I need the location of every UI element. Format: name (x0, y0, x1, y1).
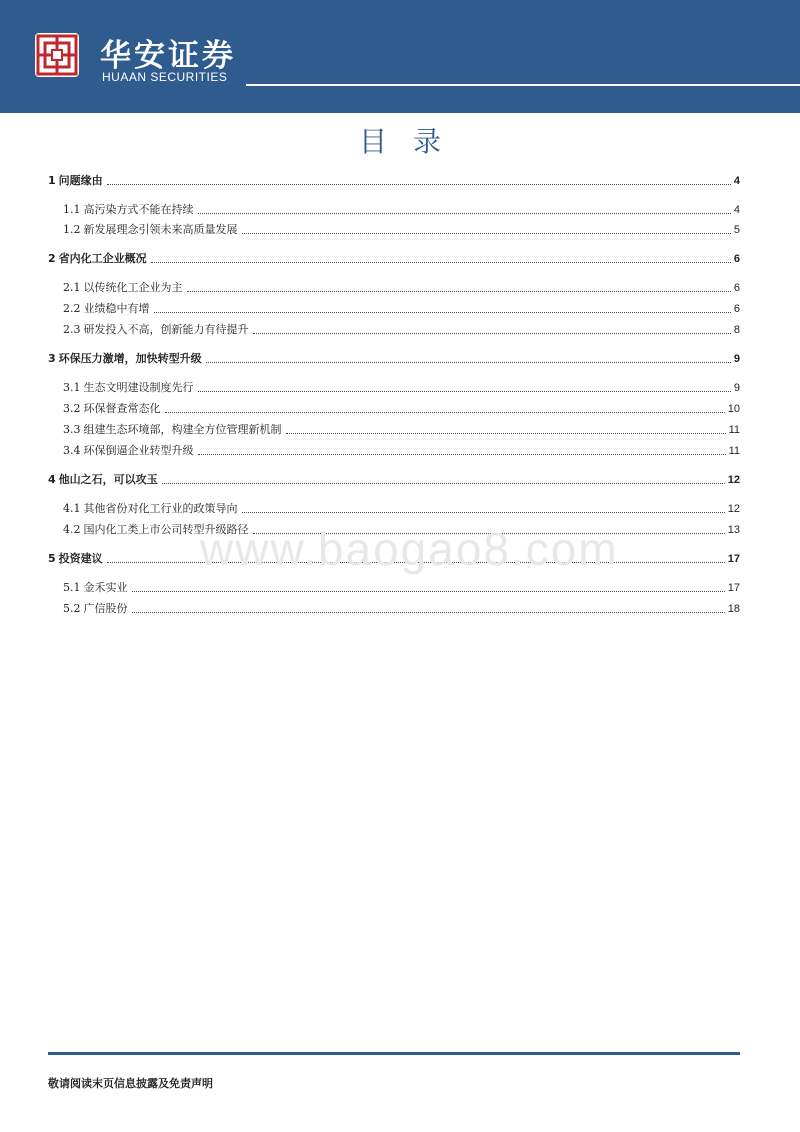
toc-entry-label: 研发投入不高，创新能力有待提升 (83, 323, 249, 336)
toc-subsection-entry[interactable] (63, 298, 740, 316)
toc-subsection-entry[interactable] (63, 398, 740, 416)
toc-entry-label: 其他省份对化工行业的政策导向 (83, 502, 238, 515)
toc-leader-dots (107, 184, 731, 185)
toc-leader-dots (187, 291, 731, 292)
toc-subsection-entry[interactable] (63, 440, 740, 458)
toc-section-entry[interactable] (48, 248, 740, 266)
toc-entry-number: 5.1 (63, 581, 81, 594)
toc-page-number: 18 (727, 603, 740, 615)
toc-subsection-entry[interactable] (63, 219, 740, 237)
toc-leader-dots (132, 591, 725, 592)
toc-entry-label: 省内化工企业概况 (58, 252, 147, 265)
toc-entry-label: 以传统化工企业为主 (83, 281, 183, 294)
brand-name-english: HUAAN SECURITIES (102, 70, 228, 84)
toc-subsection-entry[interactable] (63, 419, 740, 437)
header-band (0, 0, 800, 113)
toc-subsection-entry[interactable] (63, 377, 740, 395)
toc-subsection-entry[interactable] (63, 319, 740, 337)
toc-leader-dots (162, 483, 725, 484)
toc-leader-dots (198, 454, 726, 455)
toc-entry-label: 环保倒逼企业转型升级 (83, 444, 194, 457)
toc-entry-label: 组建生态环境部，构建全方位管理新机制 (83, 423, 282, 436)
toc-subsection-entry[interactable] (63, 277, 740, 295)
toc-entry-label: 业绩稳中有增 (83, 302, 150, 315)
toc-entry-number: 1 (48, 174, 56, 187)
header-divider (246, 84, 800, 86)
toc-leader-dots (286, 433, 726, 434)
toc-page-number: 4 (733, 175, 740, 187)
toc-page-number: 6 (733, 253, 740, 265)
page-title: 目录 (358, 125, 467, 158)
toc-page-number: 11 (728, 424, 740, 436)
toc-entry-label: 投资建议 (58, 552, 103, 565)
toc-entry-label: 生态文明建设制度先行 (83, 381, 194, 394)
toc-leader-dots (242, 512, 725, 513)
toc-entry-label: 他山之石，可以攻玉 (58, 473, 158, 486)
toc-entry-number: 3.1 (63, 381, 81, 394)
footer-disclaimer: 敬请阅读末页信息披露及免责声明 (48, 1077, 213, 1090)
toc-leader-dots (165, 412, 725, 413)
toc-entry-number: 2 (48, 252, 56, 265)
toc-page-number: 8 (733, 324, 740, 336)
toc-leader-dots (206, 362, 731, 363)
toc-subsection-entry[interactable] (63, 577, 740, 595)
toc-entry-number: 3.4 (63, 444, 81, 457)
toc-entry-number: 5 (48, 552, 56, 565)
toc-entry-label: 环保督查常态化 (83, 402, 161, 415)
toc-entry-label: 问题缘由 (58, 174, 103, 187)
toc-page-number: 6 (733, 303, 740, 315)
toc-section-entry[interactable] (48, 348, 740, 366)
toc-entry-label: 新发展理念引领未来高质量发展 (83, 223, 238, 236)
watermark: www.baogao8.com (200, 523, 619, 575)
toc-page-number: 9 (733, 353, 740, 365)
toc-entry-label: 环保压力激增，加快转型升级 (58, 352, 202, 365)
toc-subsection-entry[interactable] (63, 199, 740, 217)
toc-entry-number: 4.2 (63, 523, 81, 536)
toc-leader-dots (198, 391, 731, 392)
toc-entry-number: 1.1 (63, 203, 81, 216)
toc-page-number: 11 (728, 445, 740, 457)
toc-page-number: 13 (727, 524, 740, 536)
toc-entry-number: 3.2 (63, 402, 81, 415)
toc-leader-dots (198, 213, 731, 214)
toc-page-number: 9 (733, 382, 740, 394)
toc-entry-label: 广信股份 (83, 602, 128, 615)
toc-entry-number: 4 (48, 473, 56, 486)
toc-leader-dots (132, 612, 725, 613)
toc-section-entry[interactable] (48, 469, 740, 487)
huaan-logo-icon (35, 33, 79, 77)
toc-entry-number: 4.1 (63, 502, 81, 515)
toc-entry-label: 高污染方式不能在持续 (83, 203, 194, 216)
toc-leader-dots (242, 233, 731, 234)
toc-page-number: 5 (733, 224, 740, 236)
toc-leader-dots (151, 262, 731, 263)
toc-entry-number: 2.3 (63, 323, 81, 336)
toc-subsection-entry[interactable] (63, 598, 740, 616)
toc-entry-number: 2.2 (63, 302, 81, 315)
toc-entry-number: 3 (48, 352, 56, 365)
toc-entry-label: 金禾实业 (83, 581, 128, 594)
toc-page-number: 10 (727, 403, 740, 415)
toc-page-number: 6 (733, 282, 740, 294)
toc-page-number: 4 (733, 204, 740, 216)
toc-entry-number: 5.2 (63, 602, 81, 615)
toc-entry-number: 2.1 (63, 281, 81, 294)
toc-leader-dots (253, 333, 731, 334)
toc-page-number: 17 (727, 582, 740, 594)
footer-divider (48, 1052, 740, 1055)
toc-page-number: 12 (727, 474, 740, 486)
brand-name-chinese: 华安证券 (100, 38, 236, 74)
toc-page-number: 17 (727, 553, 740, 565)
toc-subsection-entry[interactable] (63, 498, 740, 516)
toc-entry-label: 国内化工类上市公司转型升级路径 (83, 523, 249, 536)
toc-leader-dots (154, 312, 731, 313)
toc-entry-number: 1.2 (63, 223, 81, 236)
toc-section-entry[interactable] (48, 170, 740, 188)
toc-page-number: 12 (727, 503, 740, 515)
toc-entry-number: 3.3 (63, 423, 81, 436)
